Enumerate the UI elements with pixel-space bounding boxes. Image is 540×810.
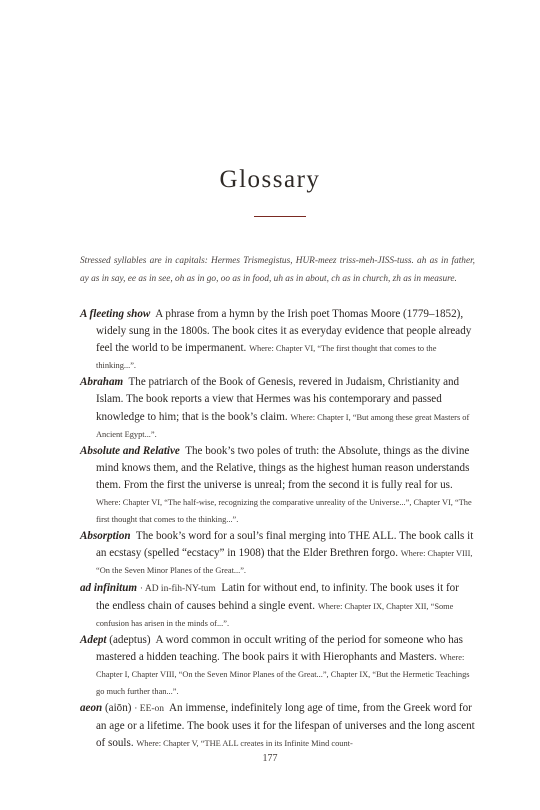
- entry-term-variant: (adeptus): [106, 633, 151, 646]
- entry-where: Where: Chapter IX, Chapter XII, “Some confusion has arisen in the minds of...”.: [96, 601, 454, 628]
- entry-term: ad infinitum: [80, 581, 138, 594]
- glossary-entry: [80, 580, 475, 632]
- entry-term: aeon: [80, 702, 103, 715]
- entry-where: Where: Chapter VIII, “On the Seven Minor Planes of the Great...”.: [96, 549, 473, 576]
- entry-where: Where: Chapter VI, “The half-wise, recognizing the comparative unreality of the Universe...”, Chapter VI, “The first thought that comes to the thinking...”.: [96, 498, 472, 525]
- entry-term: Abraham: [80, 376, 124, 389]
- entry-definition: An immense, indefinitely long age of time, from the Greek word for an age or a lifetime. The book uses it for the lifespan of universes and the long ascent of souls.: [96, 702, 475, 750]
- entry-term: Absorption: [80, 530, 131, 543]
- entry-definition: Latin for without end, to infinity. The book uses it for the endless chain of causes behind a single event.: [96, 581, 459, 612]
- entry-term: Absolute and Relative: [80, 444, 180, 457]
- entry-term: A fleeting show: [80, 308, 151, 320]
- page-title: Glossary: [219, 166, 321, 193]
- entry-definition: The book’s word for a soul’s final merging into THE ALL. The book calls it an ecstasy (spelled “ecstacy” in 1908) that the Elder Brethren forgo.: [96, 530, 474, 560]
- entry-where: Where: Chapter VI, “The first thought that comes to the thinking...”.: [96, 344, 437, 371]
- entry-pronunciation: · AD in-fih-NY-tum: [139, 583, 216, 594]
- glossary-entry: [80, 528, 475, 579]
- glossary-entry: [80, 443, 475, 528]
- entry-term: Adept: [80, 633, 107, 646]
- glossary-entry: [80, 306, 475, 374]
- entry-definition: The book’s two poles of truth: the Absolute, things as the divine mind knows them, and the Relative, things as the highest human reason understands them. From the first the universe is unreal; from the second it is fully real for us.: [96, 444, 470, 491]
- entry-where: Where: Chapter I, Chapter VIII, “On the Seven Minor Planes of the Great...”, Chapter IX, “But the Hermetic Teachings go much further than...”.: [96, 652, 470, 697]
- glossary-entry: [80, 374, 475, 442]
- entry-term-variant: (aiōn): [102, 702, 132, 715]
- entry-definition: A word common in occult writing of the period for someone who has mastered a hidden teaching. The book pairs it with Hierophants and Masters.: [96, 633, 463, 663]
- entry-where: Where: Chapter I, “But among these great Masters of Ancient Egypt...”.: [96, 412, 470, 439]
- title-rule: [254, 216, 306, 217]
- entry-where: Where: Chapter V, “THE ALL creates in its Infinite Mind count-: [136, 739, 353, 749]
- entry-pronunciation: · EE-on: [134, 704, 165, 715]
- glossary-entry: [80, 700, 475, 752]
- entry-definition: A phrase from a hymn by the Irish poet Thomas Moore (1779–1852), widely sung in the 1800s. The book cites it as everyday evidence that people already feel the world to be impermanent.: [96, 308, 472, 355]
- glossary-entry: [80, 632, 475, 700]
- entry-definition: The patriarch of the Book of Genesis, revered in Judaism, Christianity and Islam. The book reports a view that Hermes was his contemporary and passed knowledge to him; that is the book’s claim.: [96, 376, 460, 423]
- glossary-entries: [80, 306, 475, 752]
- pronunciation-note: Stressed syllables are in capitals: Hermes Trismegistus, HUR-meez triss-meh-JISS-tuss. ah as in father, ay as in say, ee as in see, oh as in go, oo as in food, uh as in about, ch as in church, zh as in measure.: [80, 256, 475, 284]
- page-number: 177: [262, 753, 278, 764]
